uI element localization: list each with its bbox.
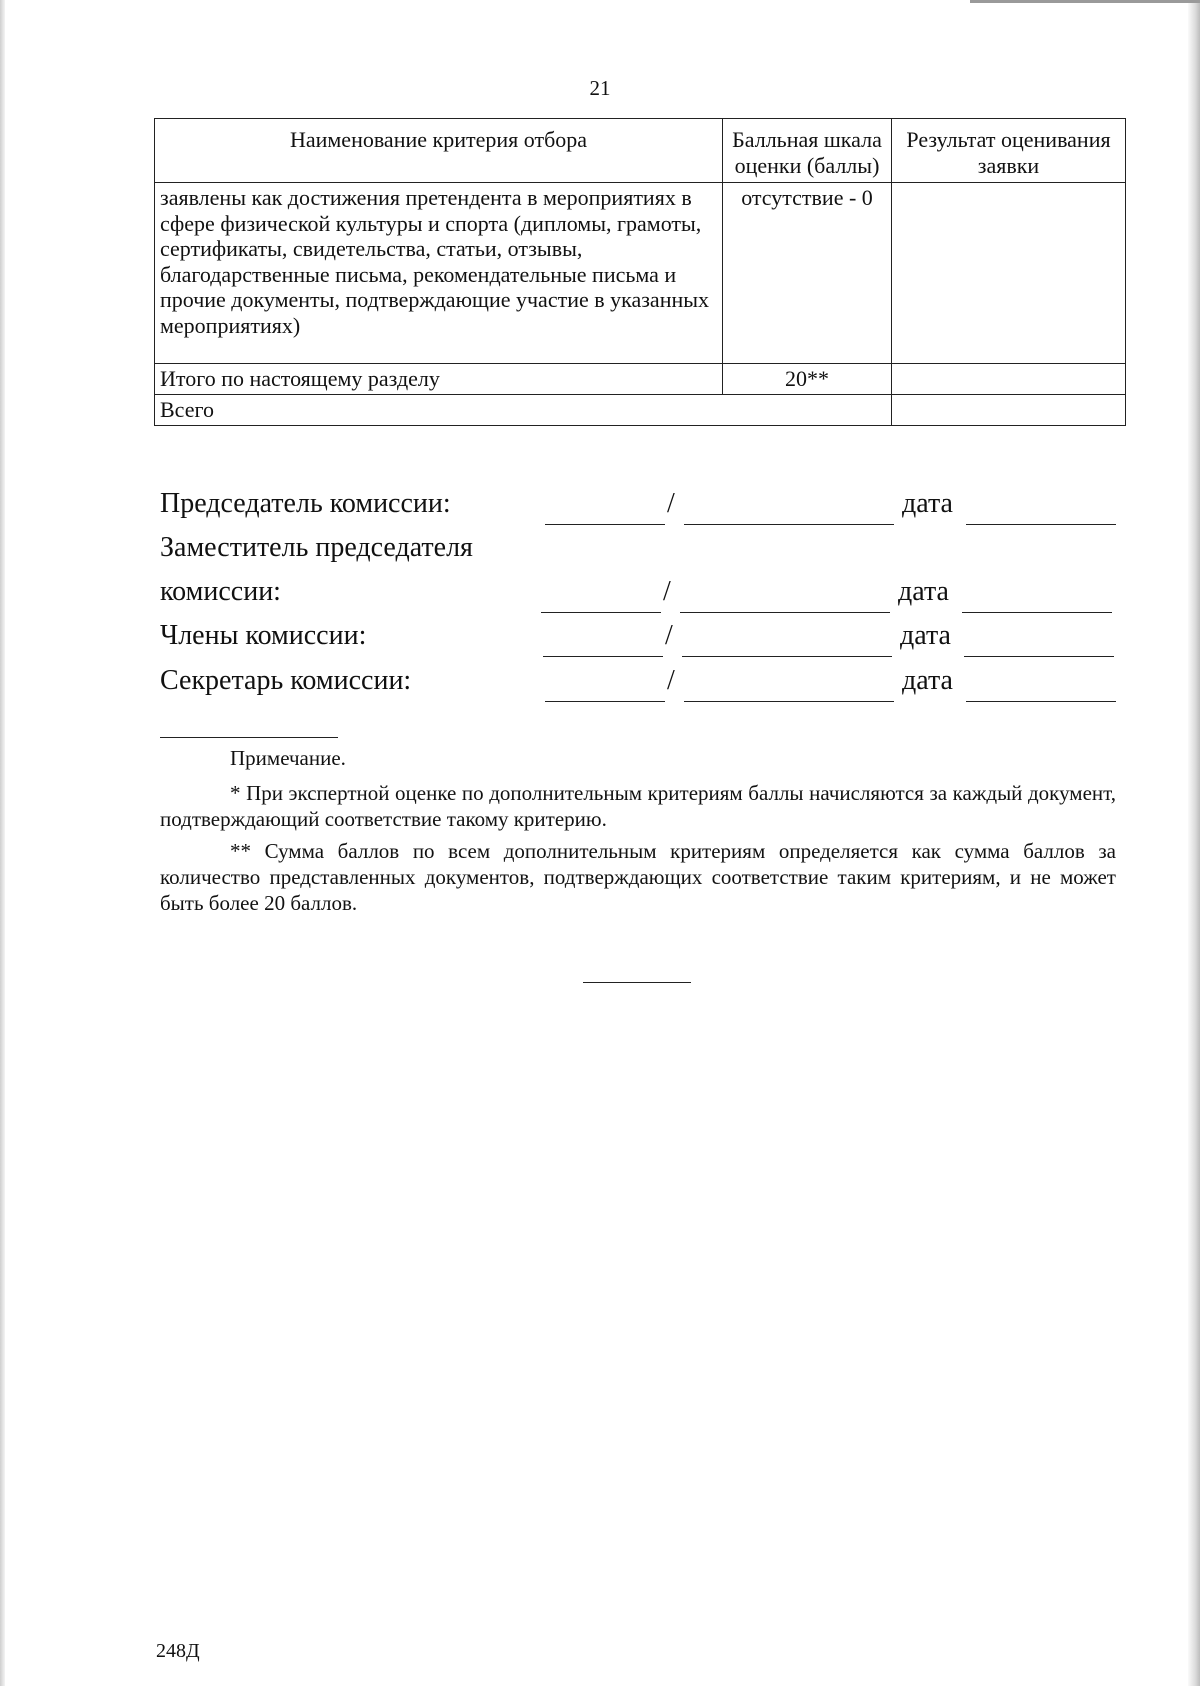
header-score-scale: Балльная шкала оценки (баллы) (723, 119, 892, 183)
total-result-cell (892, 364, 1126, 395)
scan-edge-right (1188, 0, 1200, 1686)
footnote-divider (160, 737, 338, 738)
deputy-label-line2: комиссии: (160, 576, 281, 607)
scan-edge-left (0, 0, 5, 1686)
members-signature-line (543, 656, 663, 657)
members-label: Члены комиссии: (160, 620, 367, 651)
table-row-total (155, 364, 1126, 395)
end-divider (583, 982, 691, 983)
header-criterion: Наименование критерия отбора (155, 119, 723, 183)
chairman-date-line (966, 524, 1116, 525)
secretary-label: Секретарь комиссии: (160, 665, 412, 696)
secretary-date-line (966, 701, 1116, 702)
criterion-cell: заявлены как достижения претендента в мероприятиях в сфере физической культуры и спорта (дипломы, грамоты, сертификаты, свидетельства, статьи, отзывы, благодарственные письма, рекомендательные письма и прочие документы, подтверждающие участие в указанных мероприятиях) (155, 183, 723, 364)
deputy-label-line1: Заместитель председателя (160, 532, 473, 563)
page-number: 21 (589, 76, 611, 100)
score-cell: отсутствие - 0 (723, 183, 892, 364)
scan-edge-top (970, 0, 1200, 3)
members-slash: / (665, 620, 673, 651)
chairman-name-line (684, 524, 894, 525)
deputy-date-label: дата (898, 576, 949, 607)
deputy-signature-line (541, 612, 661, 613)
secretary-date-label: дата (902, 665, 953, 696)
document-code: 248Д (156, 1640, 200, 1662)
members-date-label: дата (900, 620, 951, 651)
result-cell (892, 183, 1126, 364)
secretary-slash: / (667, 665, 675, 696)
members-date-line (964, 656, 1114, 657)
table-row-grand-total (155, 395, 1126, 426)
grand-total-label-cell: Всего (155, 395, 892, 426)
note-title: Примечание. (230, 746, 346, 770)
secretary-signature-line (545, 701, 665, 702)
chairman-label: Председатель комиссии: (160, 488, 451, 519)
criteria-table (154, 118, 1126, 426)
total-label-cell: Итого по настоящему разделу (155, 364, 723, 395)
grand-total-result-cell (892, 395, 1126, 426)
members-name-line (682, 656, 892, 657)
deputy-slash: / (663, 576, 671, 607)
chairman-slash: / (667, 488, 675, 519)
deputy-date-line (962, 612, 1112, 613)
table-header-row (155, 119, 1126, 183)
note-2: ** Сумма баллов по всем дополнительным критериям определяется как сумма баллов за количество представленных документов, подтверждающих соответствие таким критериям, и не может быть более 20 баллов. (160, 839, 1116, 915)
total-score-cell: 20** (723, 364, 892, 395)
chairman-date-label: дата (902, 488, 953, 519)
deputy-name-line (680, 612, 890, 613)
table-row (155, 183, 1126, 364)
chairman-signature-line (545, 524, 665, 525)
secretary-name-line (684, 701, 894, 702)
header-result: Результат оценивания заявки (892, 119, 1126, 183)
note-1: * При экспертной оценке по дополнительным критериям баллы начисляются за каждый документ, подтверждающий соответствие такому критерию. (160, 781, 1116, 831)
